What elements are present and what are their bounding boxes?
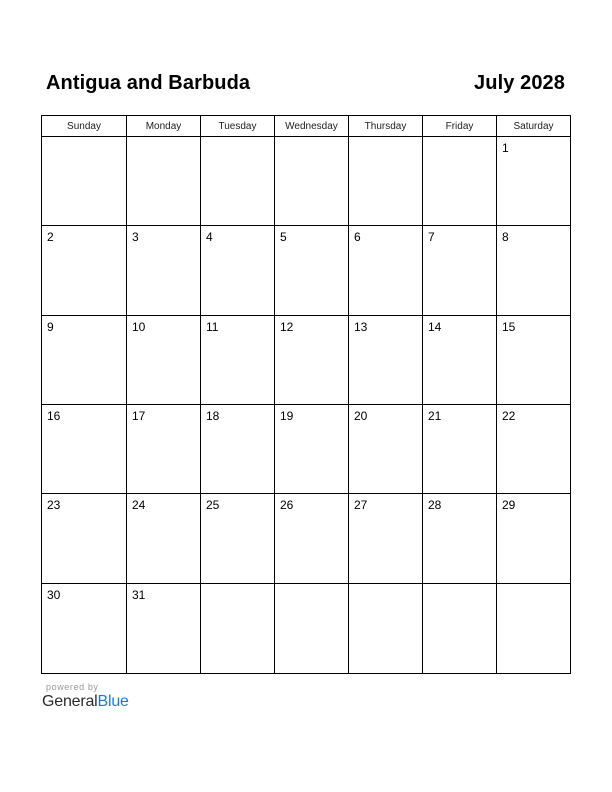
day-cell-28: 28 <box>423 494 497 583</box>
empty-day-cell <box>127 137 201 226</box>
day-cell-16: 16 <box>42 405 127 494</box>
country-title: Antigua and Barbuda <box>46 72 251 94</box>
day-cell-30: 30 <box>42 584 127 673</box>
empty-day-cell <box>201 584 275 673</box>
day-cell-2: 2 <box>42 226 127 315</box>
day-cell-3: 3 <box>127 226 201 315</box>
weekday-header-monday: Monday <box>127 116 201 137</box>
calendar-grid <box>41 115 571 674</box>
day-cell-18: 18 <box>201 405 275 494</box>
empty-day-cell <box>349 584 423 673</box>
day-cell-22: 22 <box>497 405 570 494</box>
brand-general: General <box>42 693 98 710</box>
empty-day-cell <box>349 137 423 226</box>
footer-branding <box>42 682 129 711</box>
day-cell-6: 6 <box>349 226 423 315</box>
day-cell-26: 26 <box>275 494 349 583</box>
day-cell-23: 23 <box>42 494 127 583</box>
month-title: July 2028 <box>474 72 565 94</box>
day-cell-27: 27 <box>349 494 423 583</box>
day-cell-13: 13 <box>349 316 423 405</box>
day-cell-11: 11 <box>201 316 275 405</box>
empty-day-cell <box>423 137 497 226</box>
weekday-header-thursday: Thursday <box>349 116 423 137</box>
empty-day-cell <box>201 137 275 226</box>
day-cell-14: 14 <box>423 316 497 405</box>
day-cell-9: 9 <box>42 316 127 405</box>
day-cell-31: 31 <box>127 584 201 673</box>
weekday-header-sunday: Sunday <box>42 116 127 137</box>
weekday-header-wednesday: Wednesday <box>275 116 349 137</box>
day-cell-25: 25 <box>201 494 275 583</box>
empty-day-cell <box>275 137 349 226</box>
day-cell-20: 20 <box>349 405 423 494</box>
weekday-header-tuesday: Tuesday <box>201 116 275 137</box>
day-cell-19: 19 <box>275 405 349 494</box>
weekday-header-saturday: Saturday <box>497 116 570 137</box>
day-cell-10: 10 <box>127 316 201 405</box>
day-cell-17: 17 <box>127 405 201 494</box>
day-cell-12: 12 <box>275 316 349 405</box>
day-cell-1: 1 <box>497 137 570 226</box>
empty-day-cell <box>42 137 127 226</box>
brand-blue: Blue <box>97 693 129 710</box>
powered-by-label: powered by <box>46 682 99 692</box>
day-cell-29: 29 <box>497 494 570 583</box>
empty-day-cell <box>497 584 570 673</box>
day-cell-7: 7 <box>423 226 497 315</box>
day-cell-8: 8 <box>497 226 570 315</box>
weekday-header-friday: Friday <box>423 116 497 137</box>
day-cell-21: 21 <box>423 405 497 494</box>
day-cell-15: 15 <box>497 316 570 405</box>
day-cell-4: 4 <box>201 226 275 315</box>
generalblue-logo[interactable] <box>42 693 129 711</box>
empty-day-cell <box>275 584 349 673</box>
day-cell-5: 5 <box>275 226 349 315</box>
empty-day-cell <box>423 584 497 673</box>
day-cell-24: 24 <box>127 494 201 583</box>
